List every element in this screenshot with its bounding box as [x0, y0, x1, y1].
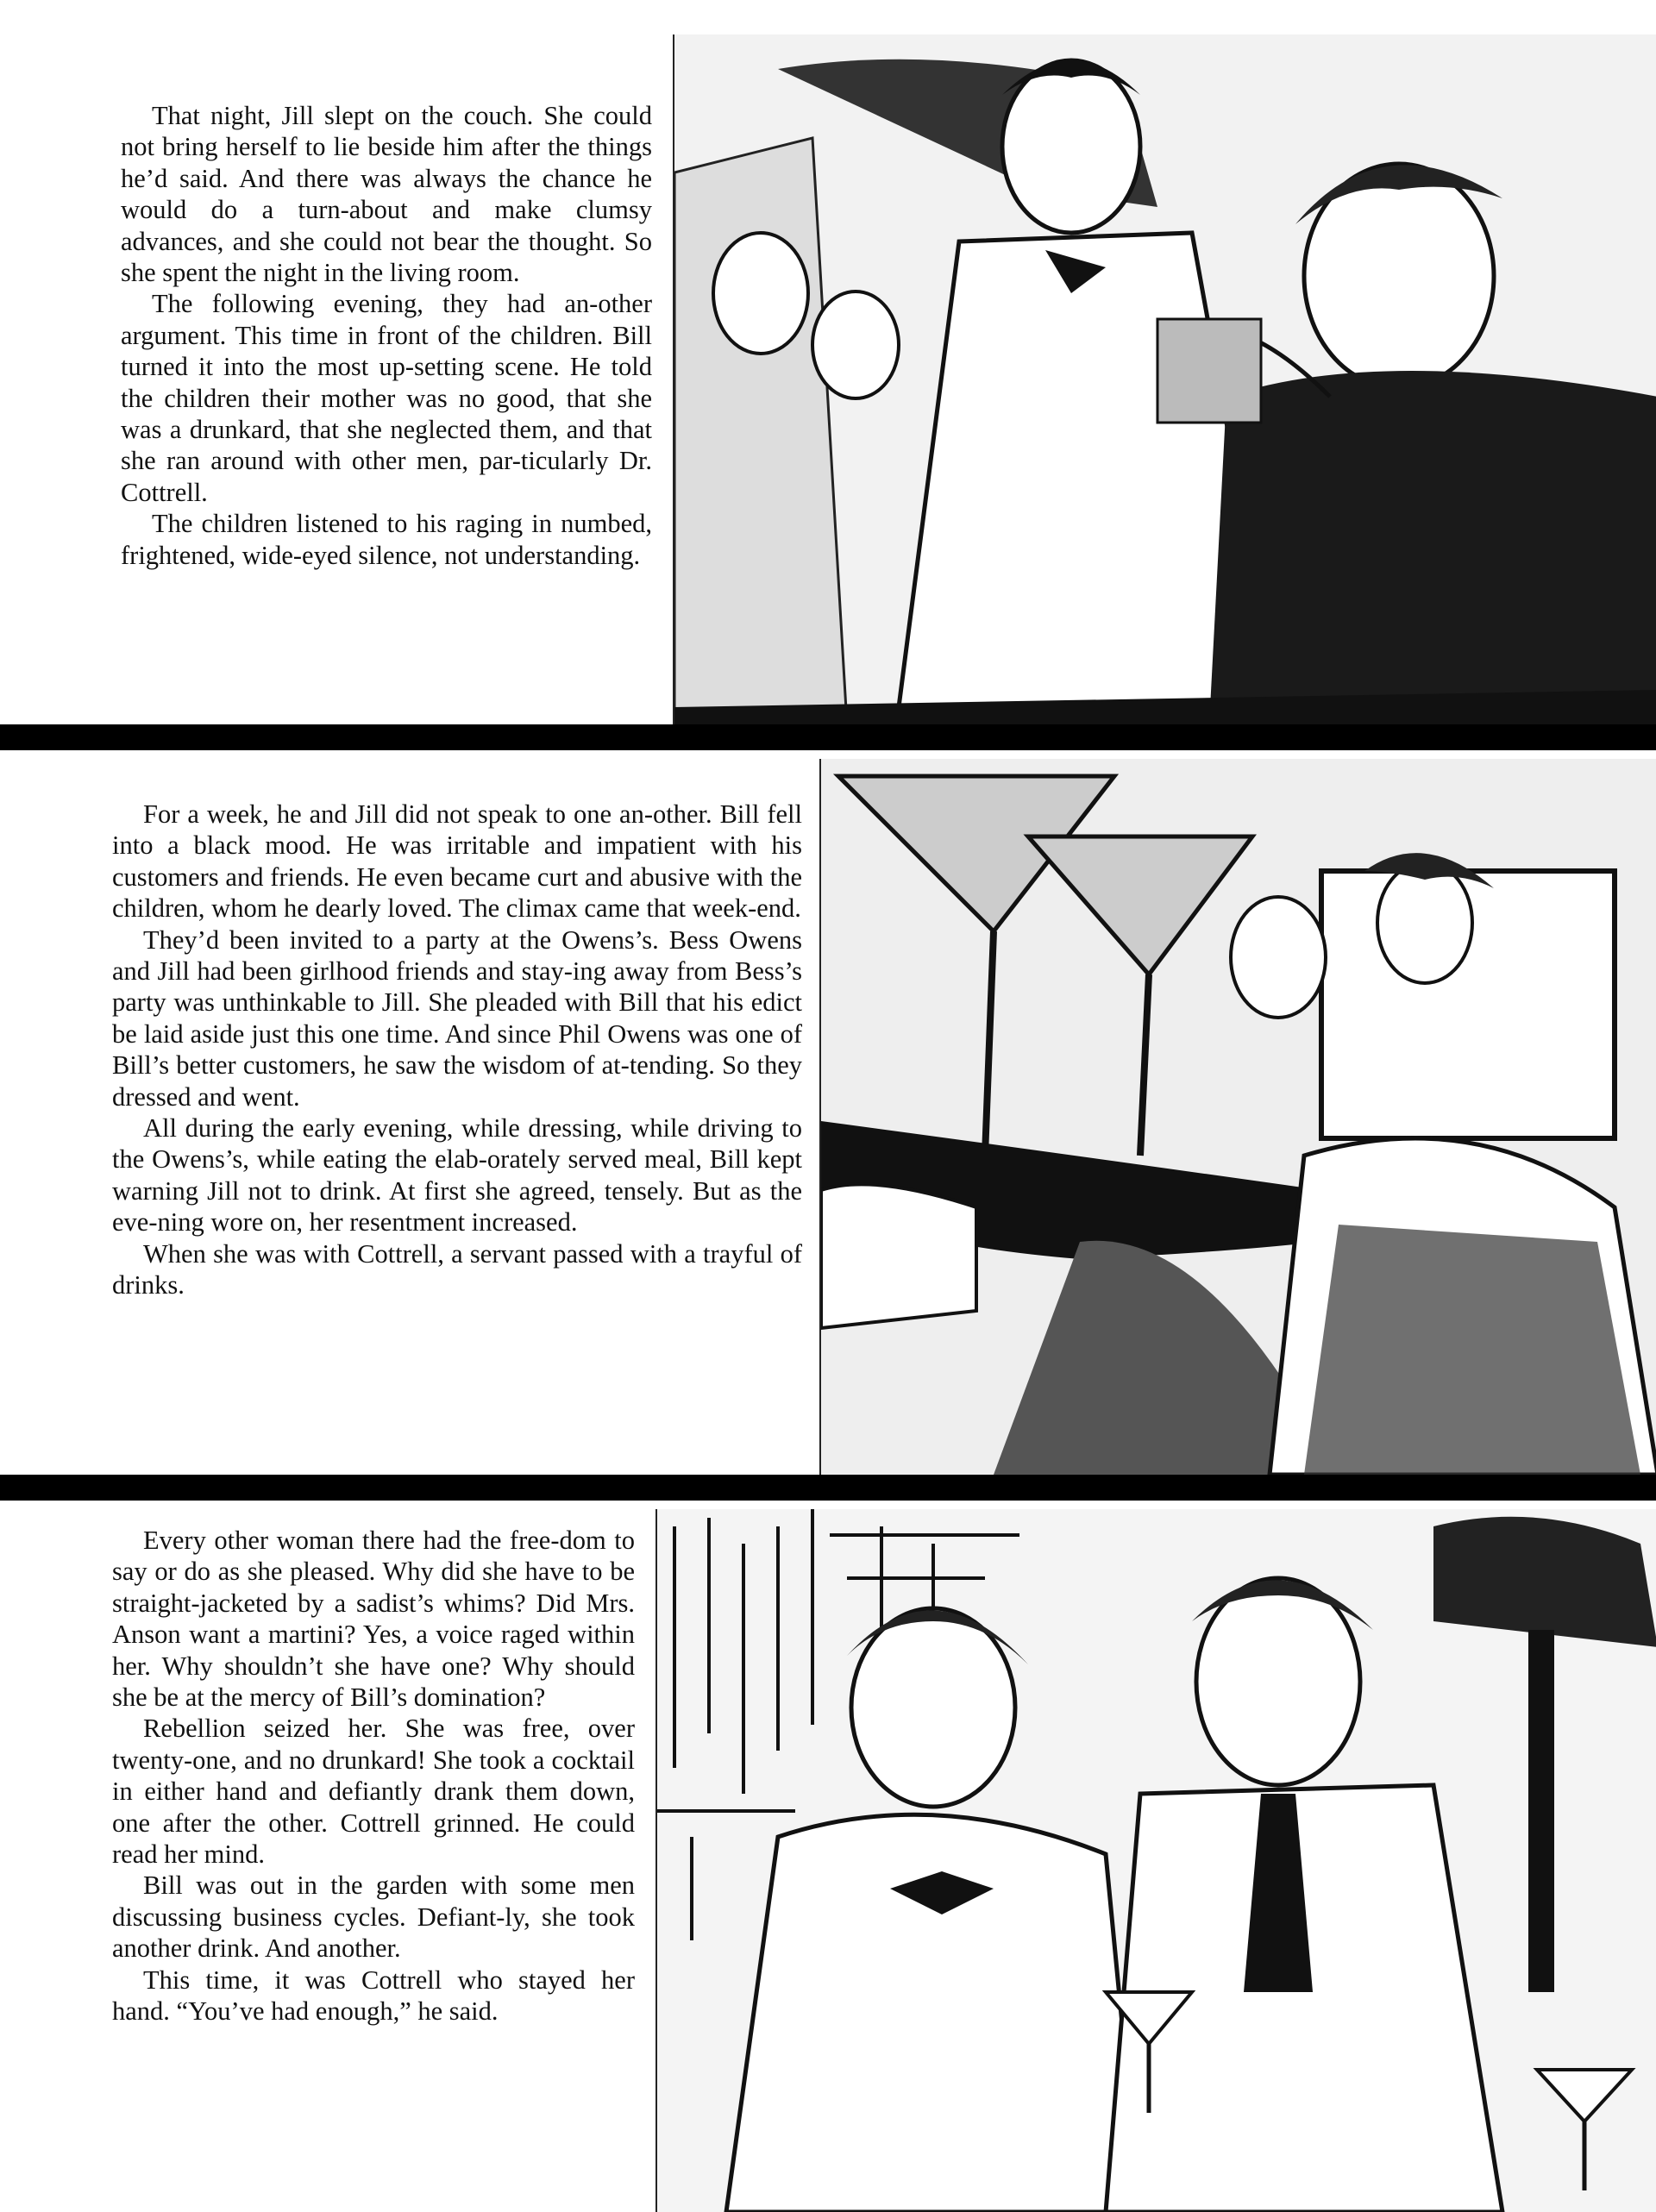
paragraph: When she was with Cottrell, a servant passed with a trayful of drinks.	[112, 1238, 802, 1300]
illustration-cottrell-and-jill	[656, 1509, 1656, 2212]
paragraph: The following evening, they had an-other argument. This time in front of the children. Bill turned it into the most up-setting scene. He told the children their mother was no good, that she was a drunkard, that she neglected them, and that she ran around with other men, par-ticularly Dr. Cottrell.	[121, 289, 652, 507]
paragraph: For a week, he and Jill did not speak to one an-other. Bill fell into a black mood. He was irritable and impatient with his customers and friends. He even became curt and abusive with the children, whom he dearly loved. The climax came that week-end.	[112, 799, 802, 924]
paragraph: All during the early evening, while dressing, while driving to the Owens’s, while eating the elab-orately served meal, Bill kept warning Jill not to drink. At first she agreed, tensely. But as the eve-ning wore on, her resentment increased.	[112, 1113, 802, 1238]
panel-2	[0, 750, 1656, 1475]
paragraph: This time, it was Cottrell who stayed her hand. “You’ve had enough,” he said.	[112, 1964, 635, 2027]
illustration-family-argument	[673, 34, 1656, 724]
paragraph: Bill was out in the garden with some men discussing business cycles. Defiant-ly, she took another drink. And another.	[112, 1870, 635, 1964]
paragraph: That night, Jill slept on the couch. She could not bring herself to lie beside him after the things he’d said. And there was always the chance he would do a turn-about and make clumsy advances, and she could not bear the thought. So she spent the night in the living room.	[121, 101, 652, 288]
illustration-cottrell-and-jill-drawing	[657, 1509, 1656, 2212]
narration-text-2	[112, 799, 802, 1301]
panel-3	[0, 1501, 1656, 2212]
narration-text-1	[121, 100, 652, 571]
illustration-party-drinks-tray-drawing	[821, 759, 1656, 1475]
paragraph: The children listened to his raging in numbed, frightened, wide-eyed silence, not understanding.	[121, 509, 652, 570]
illustration-family-argument-drawing	[674, 34, 1656, 724]
paragraph: Every other woman there had the free-dom to say or do as she pleased. Why did she have to be straight-jacketed by a sadist’s whims? Did Mrs. Anson want a martini? Yes, a voice raged within her. Why shouldn’t she have one? Why should she be at the mercy of Bill’s domination?	[112, 1526, 635, 1713]
paragraph: Rebellion seized her. She was free, over twenty-one, and no drunkard! She took a cocktail in either hand and defiantly drank them down, one after the other. Cottrell grinned. He could read her mind.	[112, 1714, 635, 1870]
paragraph: They’d been invited to a party at the Owens’s. Bess Owens and Jill had been girlhood friends and stay-ing away from Bess’s party was unthinkable to Jill. She pleaded with Bill that his edict be laid aside just this one time. And since Phil Owens was one of Bill’s better customers, he saw the wisdom of at-tending. So they dressed and went.	[112, 924, 802, 1112]
illustration-party-drinks-tray	[819, 759, 1656, 1475]
narration-text-3	[112, 1525, 635, 2027]
panel-1	[0, 0, 1656, 724]
